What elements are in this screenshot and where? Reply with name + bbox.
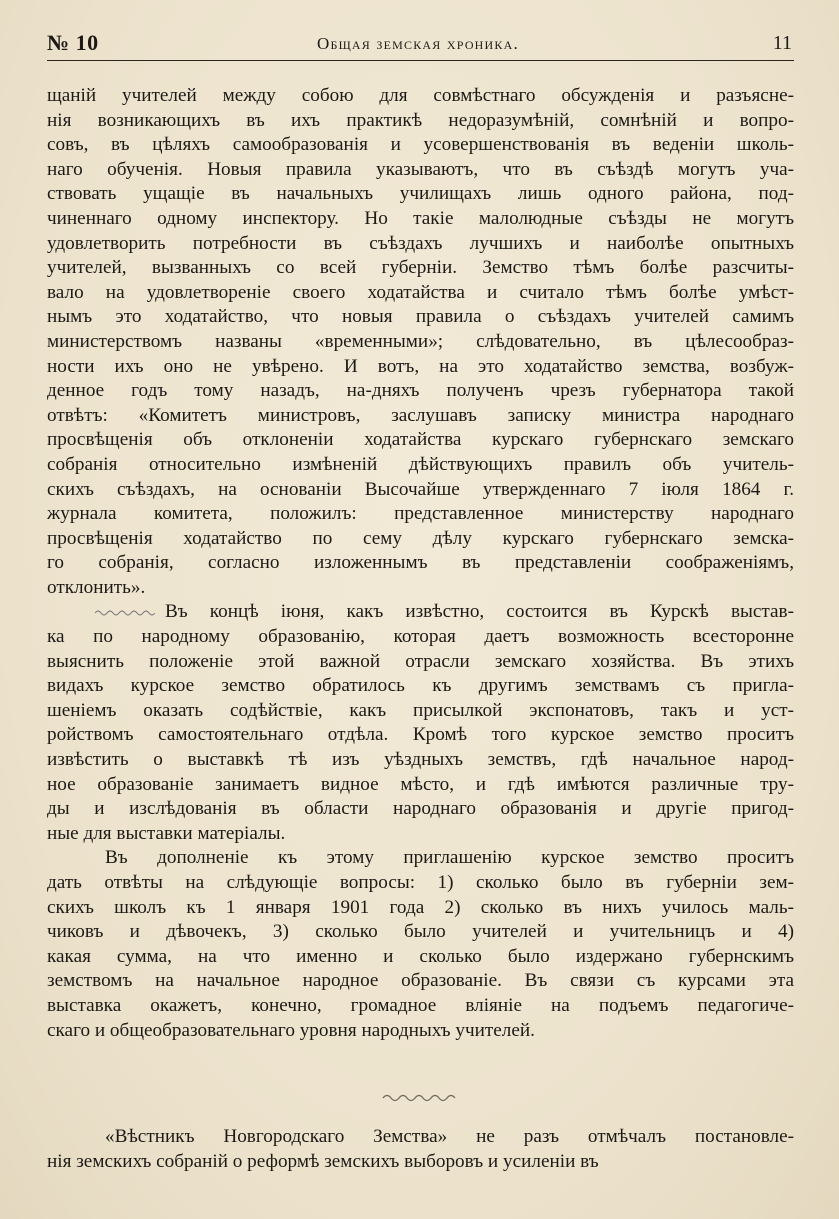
text-line: ности ихъ оно не увѣрено. И вотъ, на это ходатайство земства, возбуж- xyxy=(47,355,794,377)
paragraph-teachers-congresses xyxy=(47,84,794,600)
text-line: ные для выставки матеріалы. xyxy=(47,822,286,844)
issue-number: № 10 xyxy=(47,30,99,55)
text-line: скаго и общеобразовательнаго уровня народныхъ учителей. xyxy=(47,1019,535,1041)
text-line: ствовать ущащіе въ начальныхъ училищахъ лишь одного района, под- xyxy=(47,183,794,205)
text-line: скихъ съѣздахъ, на основаніи Высочайше утвержденнаго 7 іюля 1864 г. xyxy=(47,478,794,500)
text-line: выставка окажетъ, конечно, громадное вліяніе на подъемъ педагогиче- xyxy=(47,994,794,1016)
text-line: отвѣтъ: «Комитетъ министровъ, заслушавъ записку министра народнаго xyxy=(47,404,794,426)
text-line: наго обученія. Новыя правила указываютъ, что въ съѣздѣ могутъ уча- xyxy=(47,158,794,180)
text-line: ройствомъ самостоятельнаго отдѣла. Кромѣ того курское земство проситъ xyxy=(47,724,794,746)
paragraph-novgorod-zemstvo xyxy=(47,1125,794,1174)
text-line: журнала комитета, положилъ: представленное министерству народнаго xyxy=(47,503,794,525)
text-line: ка по народному образованію, которая даетъ возможность всесторонне xyxy=(47,626,794,648)
section-title: Общая земская хроника. xyxy=(317,34,519,53)
text-line: просвѣщенія объ отклоненіи ходатайства курскаго губернскаго земскаго xyxy=(47,429,794,451)
text-line: денное годъ тому назадъ, на-дняхъ полученъ чрезъ губернатора такой xyxy=(47,380,794,402)
text-line: го собранія, согласно изложеннымъ въ представленіи соображеніямъ, xyxy=(47,552,794,574)
text-line: вало на удовлетвореніе своего ходатайства и считало тѣмъ болѣе умѣст- xyxy=(47,281,794,303)
text-line: нія земскихъ собраній о реформѣ земскихъ выборовъ и усиленіи въ xyxy=(47,1150,599,1172)
wave-rule-icon xyxy=(95,608,155,618)
text-line: министерствомъ названы «временными»; слѣдовательно, въ цѣлесообраз- xyxy=(47,330,794,352)
text-line: совъ, въ цѣляхъ самообразованія и усовершенствованія въ веденіи школь- xyxy=(47,134,794,156)
text-line: собранія относительно измѣненій дѣйствующихъ правилъ объ учитель- xyxy=(47,453,794,475)
paragraph-exhibition-questions xyxy=(47,846,794,1043)
text-line: удовлетворить потребности въ съѣздахъ лучшихъ и наиболѣе опытныхъ xyxy=(47,232,794,254)
text-line: дать отвѣты на слѣдующіе вопросы: 1) сколько было въ губерніи зем- xyxy=(47,872,794,893)
text-line: какая сумма, на что именно и сколько было издержано губернскимъ xyxy=(47,945,794,967)
text-line: Въ концѣ іюня, какъ извѣстно, состоится въ Курскѣ выстав- xyxy=(47,600,794,625)
text-line: ное образованіе занимаетъ видное мѣсто, и гдѣ имѣются различные тру- xyxy=(47,773,794,795)
text-line: нія возникающихъ въ ихъ практикѣ недоразумѣній, сомнѣній и вопро- xyxy=(47,109,794,131)
text-line: чиковъ и дѣвочекъ, 3) сколько было учителей и учительницъ и 4) xyxy=(47,921,794,943)
running-header xyxy=(47,30,794,61)
text-line: ды и изслѣдованія въ области народнаго образованія и другіе пригод- xyxy=(47,798,794,820)
text-line: учителей, вызванныхъ со всей губерніи. Земство тѣмъ болѣе разсчиты- xyxy=(47,257,794,279)
text-line: извѣстить о выставкѣ тѣ изъ уѣздныхъ земствъ, гдѣ начальное народ- xyxy=(47,749,794,771)
text-line: скихъ школъ къ 1 января 1901 года 2) сколько въ нихъ училось маль- xyxy=(47,896,794,918)
body-text xyxy=(47,84,794,1174)
text-line: «Вѣстникъ Новгородскаго Земства» не разъ отмѣчалъ постановле- xyxy=(105,1126,794,1148)
wave-ornament-icon xyxy=(381,1092,461,1104)
text-line: Въ дополненіе къ этому приглашенію курское земство проситъ xyxy=(105,847,794,869)
text-line: нымъ это ходатайство, что новыя правила о съѣздахъ учителей самимъ xyxy=(47,306,794,328)
text-line: видахъ курское земство обратилось къ другимъ земствамъ съ пригла- xyxy=(47,675,794,697)
text-line: отклонить». xyxy=(47,576,146,598)
text-line: шеніемъ оказать содѣйствіе, какъ присылкой экспонатовъ, такъ и уст- xyxy=(47,699,794,721)
text-line: чиненнаго одному инспектору. Но такіе малолюдные съѣзды не могутъ xyxy=(47,207,794,229)
paragraph-kursk-exhibition xyxy=(47,600,794,846)
page-number: 11 xyxy=(772,32,792,54)
text-line: просвѣщенія ходатайство по сему дѣлу курскаго губернскаго земска- xyxy=(47,527,794,549)
text-line: выяснить положеніе этой важной отрасли земскаго хозяйства. Въ этихъ xyxy=(47,650,794,672)
section-divider-ornament xyxy=(47,1087,794,1107)
text-line: земствомъ на начальное народное образованіе. Въ связи съ курсами эта xyxy=(47,970,794,992)
text-line: щаній учителей между собою для совмѣстнаго обсужденія и разъясне- xyxy=(47,85,794,106)
